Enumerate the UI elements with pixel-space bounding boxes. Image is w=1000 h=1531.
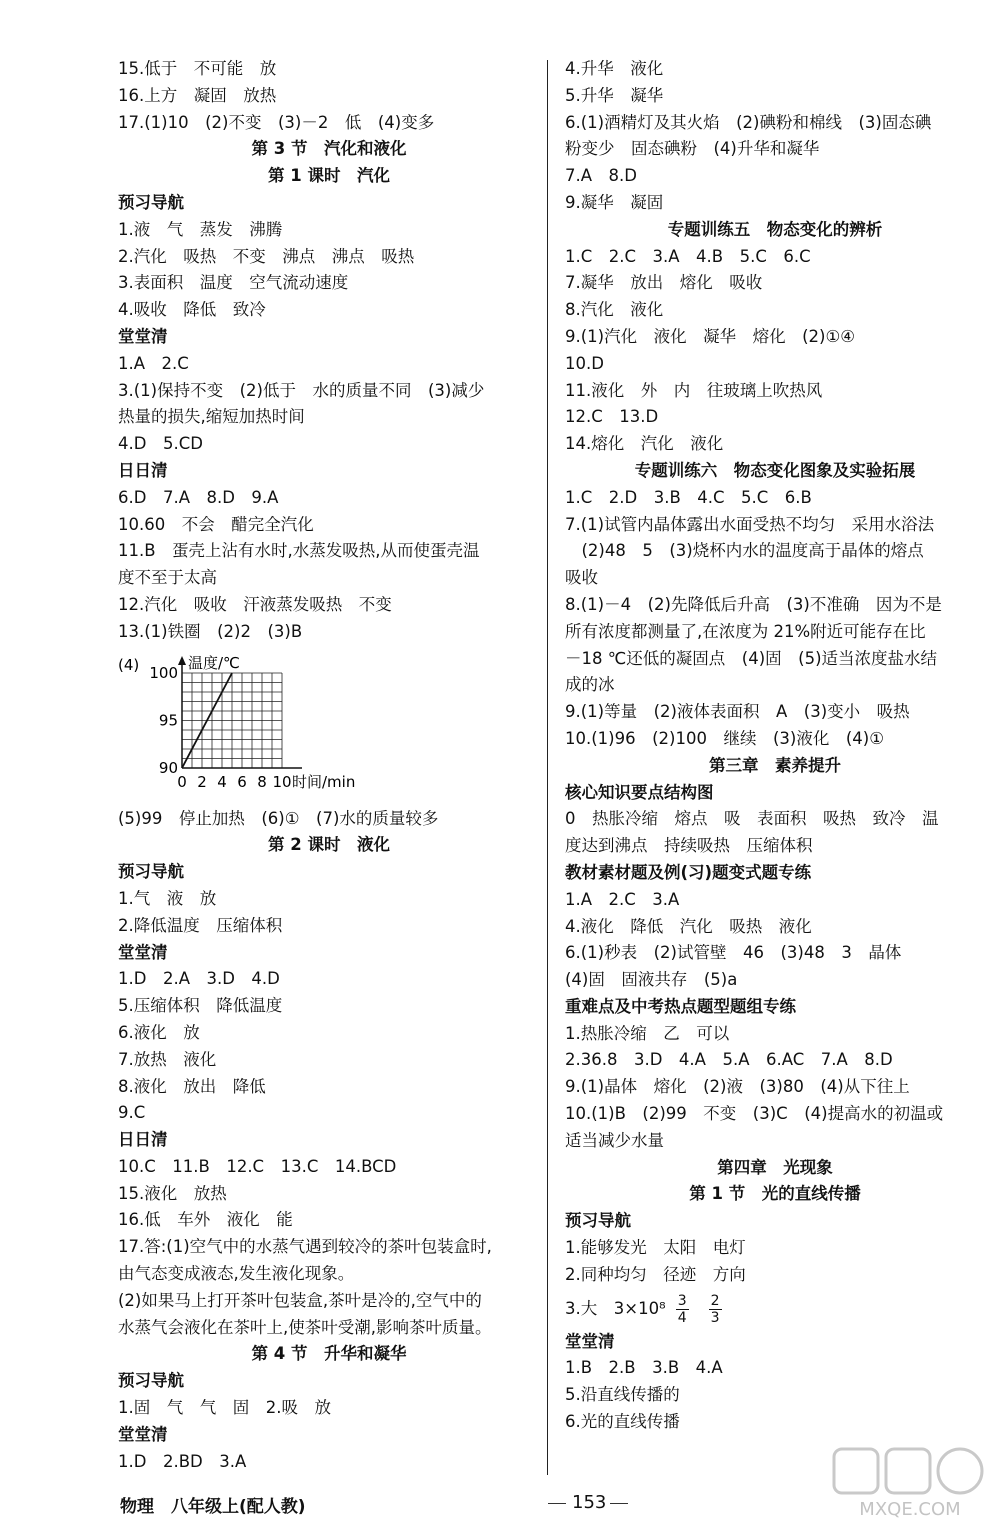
answer-line: 3.(1)保持不变 (2)低于 水的质量不同 (3)减少 <box>118 380 485 400</box>
answer-line: 度不至于太高 <box>118 568 217 588</box>
footer-subject: 物理 八年级上(配人教) <box>120 1497 306 1517</box>
answer-line: 11.液化 外 内 往玻璃上吹热风 <box>565 380 823 400</box>
numerator: 3 <box>677 1292 687 1309</box>
answer-line: 成的冰 <box>565 675 615 695</box>
answer-line: 4.D 5.CD <box>118 434 203 454</box>
left-column <box>118 56 540 1475</box>
answer-line: 2.同种均匀 径迹 方向 <box>565 1264 746 1284</box>
section-heading: 预习导航 <box>118 1371 184 1391</box>
x-tick-label: 4 <box>217 772 227 791</box>
section-heading: 堂堂清 <box>118 942 168 962</box>
answer-line: 9.(1)等量 (2)液体表面积 A (3)变小 吸热 <box>565 702 910 722</box>
chapter-title: 专题训练五 物态变化的辨析 <box>667 219 883 239</box>
chapter-title: 专题训练六 物态变化图象及实验拓展 <box>634 460 916 480</box>
answer-line: 10.60 不会 醋完全汽化 <box>118 514 314 534</box>
x-tick-label: 10 <box>272 772 292 791</box>
svg-text:MXQE.COM: MXQE.COM <box>859 1499 961 1520</box>
denominator: 4 <box>677 1309 687 1326</box>
page-number: 153 <box>572 1492 607 1513</box>
temperature-time-graph <box>118 648 540 804</box>
answer-line: 6.液化 放 <box>118 1022 200 1042</box>
answer-line: 7.(1)试管内晶体露出水面受热不均匀 采用水浴法 <box>565 514 935 534</box>
answer-line: 2.汽化 吸热 不变 沸点 沸点 吸热 <box>118 246 415 266</box>
answer-line: 7.放热 液化 <box>118 1049 217 1069</box>
answer-line: 1.D 2.BD 3.A <box>118 1451 247 1471</box>
answer-line: (5)99 停止加热 (6)① (7)水的质量较多 <box>118 808 439 828</box>
section-heading: 堂堂清 <box>118 1424 168 1444</box>
answer-line: 1.C 2.D 3.B 4.C 5.C 6.B <box>565 487 812 507</box>
page-dash-right <box>610 1503 628 1504</box>
fraction-prefix: 3.大 3×10⁸ <box>565 1298 666 1318</box>
answer-line: 16.上方 凝固 放热 <box>118 85 277 105</box>
answer-line: 1.B 2.B 3.B 4.A <box>565 1358 723 1378</box>
x-tick-label: 2 <box>197 772 207 791</box>
chapter-title: 第 4 节 升华和凝华 <box>251 1344 407 1364</box>
x-axis-label: 时间/min <box>292 772 356 791</box>
answer-line: 7.凝华 放出 熔化 吸收 <box>565 273 763 293</box>
answer-line: (2)48 5 (3)烧杯内水的温度高于晶体的熔点 <box>565 541 924 561</box>
answer-line: 17.答:(1)空气中的水蒸气遇到较冷的茶叶包装盒时, <box>118 1237 492 1257</box>
answer-line: 1.液 气 蒸发 沸腾 <box>118 219 283 239</box>
column-divider <box>547 60 548 1475</box>
answer-line: 15.低于 不可能 放 <box>118 59 277 78</box>
answer-line: 2.降低温度 压缩体积 <box>118 915 283 935</box>
section-heading: 预习导航 <box>118 862 184 882</box>
section-heading: 堂堂清 <box>118 326 168 346</box>
answer-line: 1.气 液 放 <box>118 888 217 908</box>
answer-line: 9.凝华 凝固 <box>565 192 664 212</box>
answer-line: 10.(1)B (2)99 不变 (3)C (4)提高水的初温或 <box>565 1104 944 1124</box>
section-heading: 日日清 <box>118 460 168 480</box>
answer-line: 由气态变成液态,发生液化现象。 <box>118 1264 355 1284</box>
answer-line: 热量的损失,缩短加热时间 <box>118 407 305 427</box>
answer-line: 12.C 13.D <box>565 407 659 427</box>
answer-line: 17.(1)10 (2)不变 (3)－2 低 (4)变多 <box>118 112 435 132</box>
watermark-logo <box>830 1445 990 1525</box>
answer-line: 4.液化 降低 汽化 吸热 液化 <box>565 916 812 936</box>
answer-line: 10.D <box>565 353 604 373</box>
section-heading: 教材素材题及例(习)题变式题专练 <box>565 862 812 882</box>
answer-line: 9.(1)汽化 液化 凝华 熔化 (2)①④ <box>565 326 856 346</box>
answer-line: 14.熔化 汽化 液化 <box>565 434 724 454</box>
fraction <box>676 1293 689 1326</box>
fraction <box>709 1293 722 1326</box>
answer-line: 4.吸收 降低 致冷 <box>118 300 266 320</box>
answer-line: 8.(1)－4 (2)先降低后升高 (3)不准确 因为不是 <box>565 594 942 614</box>
chapter-title: 第四章 光现象 <box>717 1157 833 1177</box>
y-axis-label: 温度/℃ <box>188 653 240 672</box>
denominator: 3 <box>710 1309 720 1326</box>
answer-line: 4.升华 液化 <box>565 59 664 78</box>
answer-line: 9.(1)晶体 熔化 (2)液 (3)80 (4)从下往上 <box>565 1077 910 1097</box>
chapter-title: 第 1 课时 汽化 <box>268 166 390 186</box>
answer-line: 1.A 2.C <box>118 353 189 373</box>
answer-line: 3.表面积 温度 空气流动速度 <box>118 273 349 293</box>
answer-line: 8.汽化 液化 <box>565 300 664 320</box>
answer-line: －18 ℃还低的凝固点 (4)固 (5)适当浓度盐水结 <box>565 648 938 668</box>
answer-line: 1.热胀冷缩 乙 可以 <box>565 1023 730 1043</box>
answer-line: 1.D 2.A 3.D 4.D <box>118 969 280 989</box>
answer-line: 1.C 2.C 3.A 4.B 5.C 6.C <box>565 246 811 266</box>
answer-line: 吸收 <box>565 568 598 588</box>
answer-line: 1.能够发光 太阳 电灯 <box>565 1238 746 1258</box>
answer-line: 0 热胀冷缩 熔点 吸 表面积 吸热 致冷 温 <box>565 809 939 829</box>
answer-line: 粉变少 固态碘粉 (4)升华和凝华 <box>565 139 820 159</box>
numerator: 2 <box>710 1292 720 1309</box>
answer-line: 10.(1)96 (2)100 继续 (3)液化 (4)① <box>565 728 885 748</box>
answer-line: 11.B 蛋壳上沾有水时,水蒸发吸热,从而使蛋壳温 <box>118 541 480 561</box>
answer-line: 7.A 8.D <box>565 166 637 186</box>
chapter-title: 第 3 节 汽化和液化 <box>251 139 407 159</box>
right-column <box>565 56 985 1436</box>
answer-line: 9.C <box>118 1103 146 1123</box>
answer-line: 6.D 7.A 8.D 9.A <box>118 487 279 507</box>
answer-line: 5.沿直线传播的 <box>565 1385 680 1405</box>
answer-line: 12.汽化 吸收 汗液蒸发吸热 不变 <box>118 594 392 614</box>
graph-svg <box>118 648 418 804</box>
section-heading: 预习导航 <box>565 1211 631 1231</box>
y-tick-label: 100 <box>149 663 178 682</box>
answer-line: 所有浓度都测量了,在浓度为 21%附近可能存在比 <box>565 621 926 641</box>
fraction-line <box>565 1289 985 1329</box>
x-tick-label: 8 <box>257 772 267 791</box>
answer-line: 1.A 2.C 3.A <box>565 889 680 909</box>
answer-line: 5.升华 凝华 <box>565 85 664 105</box>
chapter-title: 第三章 素养提升 <box>709 755 841 775</box>
answer-line: 5.压缩体积 降低温度 <box>118 996 283 1016</box>
answer-line: 水蒸气会液化在茶叶上,使茶叶受潮,影响茶叶质量。 <box>118 1317 492 1337</box>
chapter-title: 第 2 课时 液化 <box>268 835 390 855</box>
chapter-title: 第 1 节 光的直线传播 <box>689 1184 861 1204</box>
section-heading: 核心知识要点结构图 <box>565 782 714 802</box>
section-heading: 堂堂清 <box>565 1331 615 1351</box>
answer-line: 度达到沸点 持续吸热 压缩体积 <box>565 836 813 856</box>
x-tick-label: 0 <box>177 772 187 791</box>
answer-line: 2.36.8 3.D 4.A 5.A 6.AC 7.A 8.D <box>565 1050 893 1070</box>
y-tick-label: 95 <box>158 711 178 730</box>
answer-line: 15.液化 放热 <box>118 1183 227 1203</box>
graph-label-prefix: (4) <box>118 655 140 674</box>
answer-line: 10.C 11.B 12.C 13.C 14.BCD <box>118 1156 397 1176</box>
answer-line: 1.固 气 气 固 2.吸 放 <box>118 1398 331 1418</box>
section-heading: 日日清 <box>118 1130 168 1150</box>
y-tick-label: 90 <box>158 758 178 777</box>
y-axis-arrow <box>178 656 186 665</box>
answer-line: 6.(1)秒表 (2)试管壁 46 (3)48 3 晶体 <box>565 943 902 963</box>
section-heading: 预习导航 <box>118 192 184 212</box>
answer-line: 8.液化 放出 降低 <box>118 1076 266 1096</box>
section-heading: 重难点及中考热点题型题组专练 <box>565 996 796 1016</box>
answer-line: 6.光的直线传播 <box>565 1412 680 1432</box>
answer-line: (2)如果马上打开茶叶包装盒,茶叶是冷的,空气中的 <box>118 1290 482 1310</box>
answer-line: 6.(1)酒精灯及其火焰 (2)碘粉和棉线 (3)固态碘 <box>565 112 932 132</box>
answer-line: (4)固 固液共存 (5)a <box>565 970 738 990</box>
answer-line: 13.(1)铁圈 (2)2 (3)B <box>118 621 303 641</box>
answer-line: 适当减少水量 <box>565 1130 664 1150</box>
page-dash-left <box>548 1503 566 1504</box>
answer-line: 16.低 车外 液化 能 <box>118 1210 293 1230</box>
x-tick-label: 6 <box>237 772 247 791</box>
